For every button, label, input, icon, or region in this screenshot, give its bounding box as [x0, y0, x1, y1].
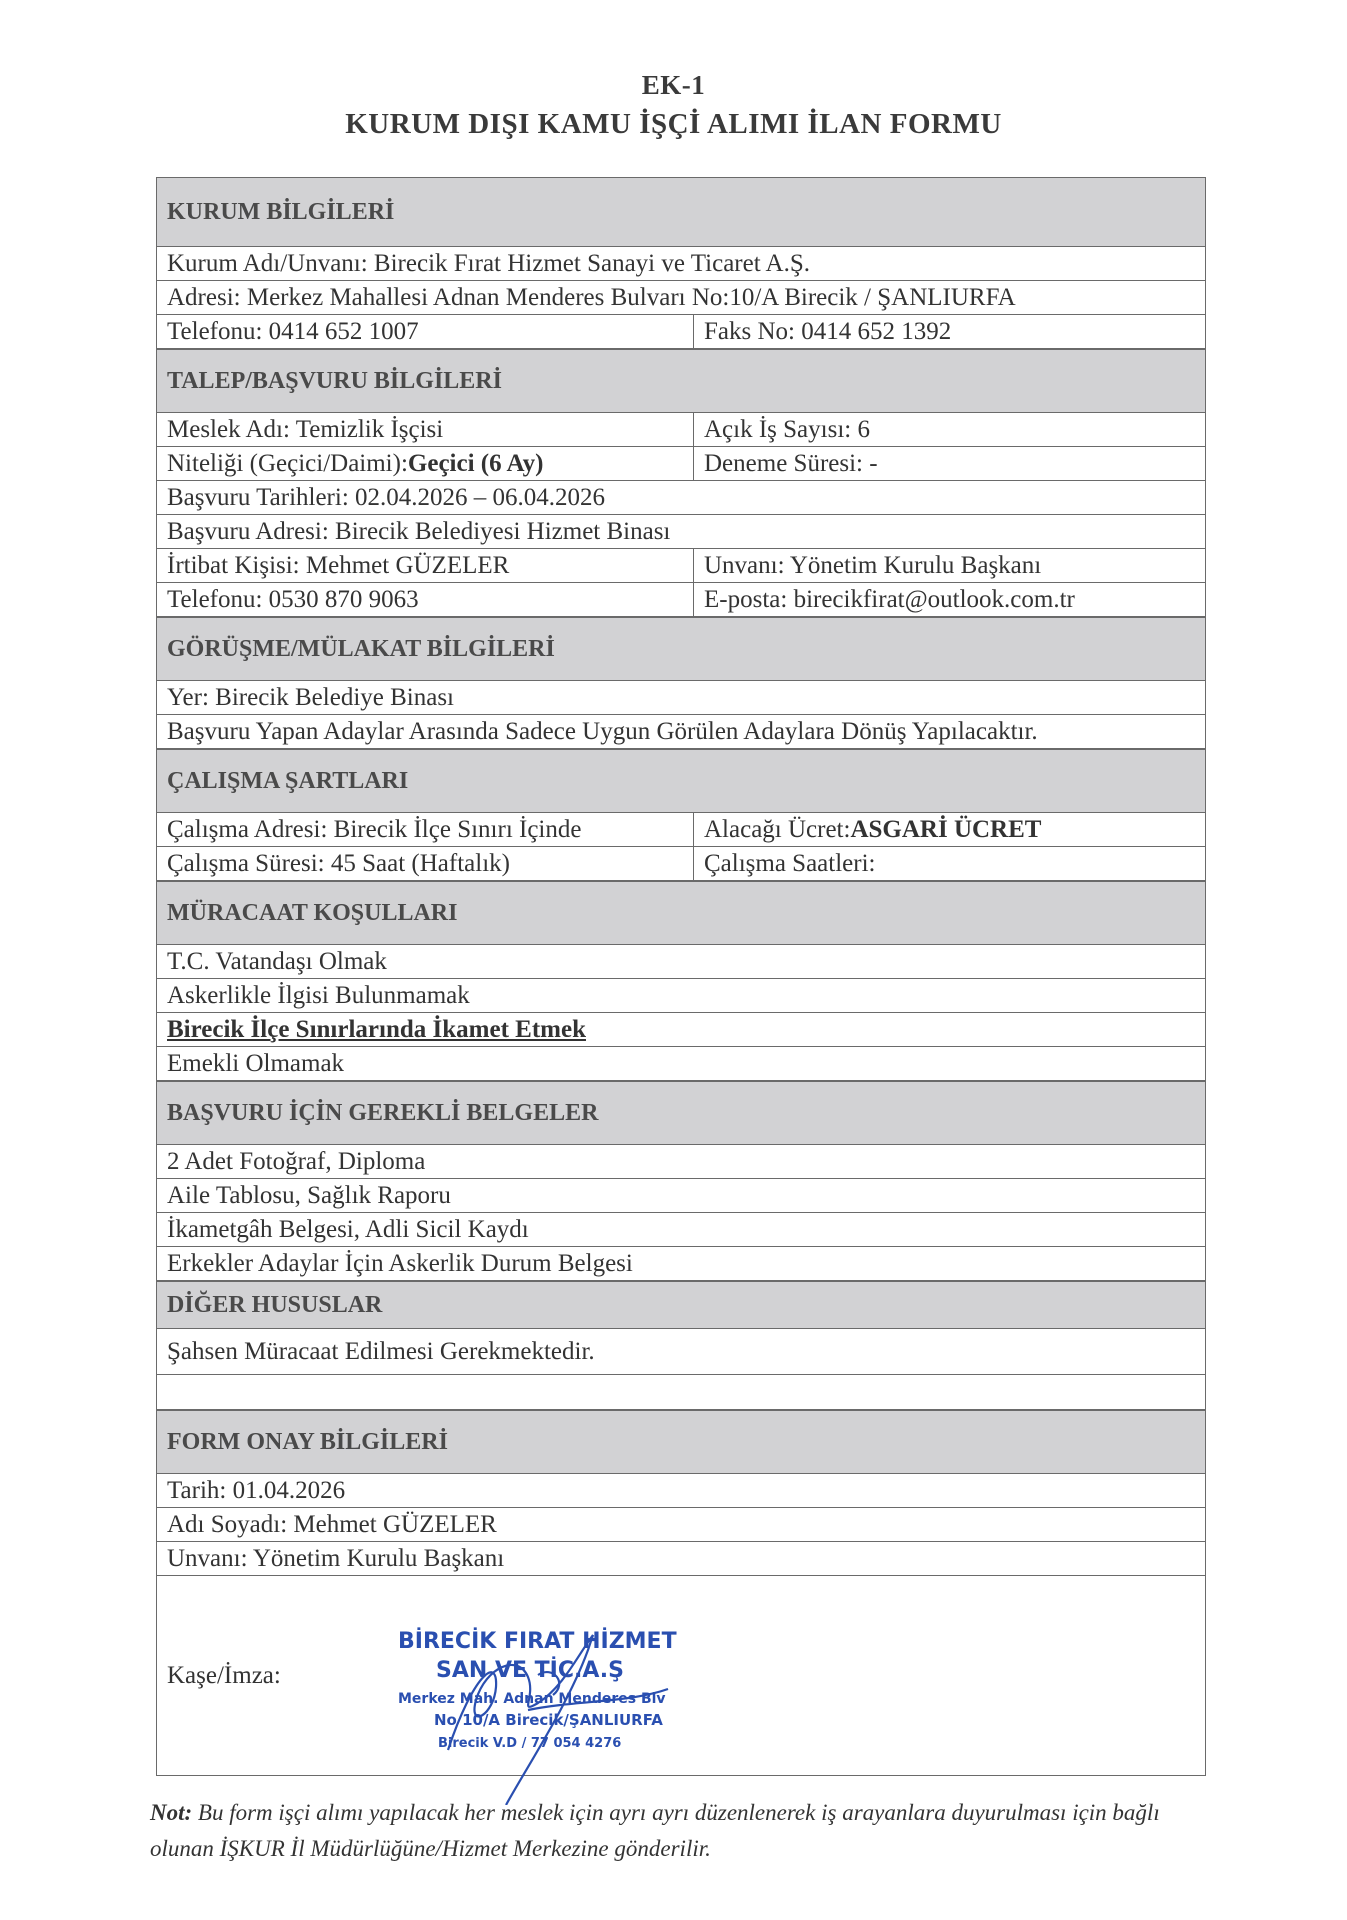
diger-row [157, 1329, 1205, 1375]
niteligi-label: Niteliği (Geçici/Daimi): [167, 449, 408, 477]
gorusme-yer: Yer: Birecik Belediye Binası [167, 683, 454, 711]
onay-unvan-row [157, 1542, 1205, 1576]
belge-item-text: Aile Tablosu, Sağlık Raporu [167, 1181, 451, 1209]
stamp-line-4: No 10/A Birecik/ŞANLIURFA [434, 1711, 663, 1729]
footer-note-text: Bu form işçi alımı yapılacak her meslek için ayrı ayrı düzenlenerek iş arayanlara duyurulması için bağlı olunan İŞKUR İl Müdürlüğüne/Hizmet Merkezine gönderilir. [150, 1800, 1160, 1861]
basvuru-adresi: Başvuru Adresi: Birecik Belediyesi Hizmet Binası [167, 517, 671, 545]
gorusme-not: Başvuru Yapan Adaylar Arasında Sadece Uygun Görülen Adaylara Dönüş Yapılacaktır. [167, 717, 1038, 745]
empty-row [157, 1375, 1205, 1410]
belge-item [157, 1247, 1205, 1281]
talep-iletisim-row [157, 583, 1205, 617]
muracaat-item [157, 945, 1205, 979]
section-header-calisma: ÇALIŞMA ŞARTLARI [157, 749, 1205, 813]
muracaat-item [157, 1047, 1205, 1081]
talep-nitelik-row [157, 447, 1205, 481]
deneme-suresi: Deneme Süresi: - [704, 449, 878, 477]
form-annex-label: EK-1 [641, 70, 706, 100]
gorusme-not-row [157, 715, 1205, 749]
kurum-adres-row [157, 281, 1205, 315]
muracaat-item-text: Emekli Olmamak [167, 1049, 345, 1077]
talep-eposta: E-posta: birecikfirat@outlook.com.tr [704, 585, 1075, 613]
muracaat-item-text: T.C. Vatandaşı Olmak [167, 947, 387, 975]
form-upper-block [156, 177, 1206, 1776]
belge-item [157, 1179, 1205, 1213]
kurum-iletisim-row [157, 315, 1205, 349]
section-header-onay: FORM ONAY BİLGİLERİ [157, 1410, 1205, 1474]
onay-adi-row [157, 1508, 1205, 1542]
section-header-kurum: KURUM BİLGİLERİ [157, 177, 1205, 247]
onay-tarih: Tarih: 01.04.2026 [167, 1476, 346, 1504]
section-header-diger: DİĞER HUSUSLAR [157, 1281, 1205, 1329]
muracaat-item [157, 979, 1205, 1013]
section-header-muracaat: MÜRACAAT KOŞULLARI [157, 881, 1205, 945]
kurum-faks: Faks No: 0414 652 1392 [704, 317, 952, 345]
stamp-line-2: SAN VE TİC.A.Ş [436, 1658, 624, 1683]
footer-note-label: Not: [150, 1800, 193, 1825]
kurum-adres: Adresi: Merkez Mahallesi Adnan Menderes Bulvarı No:10/A Birecik / ŞANLIURFA [167, 283, 1016, 311]
talep-telefon: Telefonu: 0530 870 9063 [157, 583, 694, 616]
gorusme-yer-row [157, 681, 1205, 715]
kurum-telefon: Telefonu: 0414 652 1007 [157, 315, 694, 348]
calisma-adres-row [157, 813, 1205, 847]
belge-item-text: 2 Adet Fotoğraf, Diploma [167, 1147, 426, 1175]
stamp-line-5: Birecik V.D / 77 054 4276 [438, 1736, 622, 1751]
calisma-saatleri: Çalışma Saatleri: [704, 849, 876, 877]
muracaat-item-text: Birecik İlçe Sınırlarında İkamet Etmek [167, 1015, 586, 1043]
section-header-talep: TALEP/BAŞVURU BİLGİLERİ [157, 349, 1205, 413]
onay-tarih-row [157, 1474, 1205, 1508]
section-header-belgeler: BAŞVURU İÇİN GEREKLİ BELGELER [157, 1081, 1205, 1145]
muracaat-item [157, 1013, 1205, 1047]
company-stamp-and-signature [378, 1615, 738, 1805]
stamp-line-1: BİRECİK FIRAT HİZMET [398, 1629, 677, 1654]
belge-item [157, 1145, 1205, 1179]
calisma-suresi: Çalışma Süresi: 45 Saat (Haftalık) [157, 847, 694, 880]
alacagi-ucret [694, 813, 1051, 846]
basvuru-tarihleri: Başvuru Tarihleri: 02.04.2026 – 06.04.2026 [167, 483, 606, 511]
irtibat-row [157, 549, 1205, 583]
onay-unvani: Unvanı: Yönetim Kurulu Başkanı [167, 1544, 505, 1572]
muracaat-item-text: Askerlikle İlgisi Bulunmamak [167, 981, 470, 1009]
belge-item-text: İkametgâh Belgesi, Adli Sicil Kaydı [167, 1215, 529, 1243]
diger-item: Şahsen Müracaat Edilmesi Gerekmektedir. [167, 1337, 595, 1365]
calisma-adresi: Çalışma Adresi: Birecik İlçe Sınırı İçinde [157, 813, 694, 846]
footer-note [150, 1795, 1210, 1867]
onay-adi-soyadi: Adı Soyadı: Mehmet GÜZELER [167, 1510, 497, 1538]
form-title: KURUM DIŞI KAMU İŞÇİ ALIMI İLAN FORMU [345, 108, 1002, 140]
kurum-adi: Kurum Adı/Unvanı: Birecik Fırat Hizmet Sanayi ve Ticaret A.Ş. [167, 249, 810, 277]
niteligi-value: Geçici (6 Ay) [407, 449, 544, 477]
section-header-gorusme: GÖRÜŞME/MÜLAKAT BİLGİLERİ [157, 617, 1205, 681]
ucret-value: ASGARİ ÜCRET [850, 815, 1042, 843]
belge-item [157, 1213, 1205, 1247]
calisma-sure-row [157, 847, 1205, 881]
talep-meslek-row [157, 413, 1205, 447]
belge-item-text: Erkekler Adaylar İçin Askerlik Durum Belgesi [167, 1249, 633, 1277]
irtibat-unvani: Unvanı: Yönetim Kurulu Başkanı [704, 551, 1042, 579]
meslek-adi: Meslek Adı: Temizlik İşçisi [157, 413, 694, 446]
stamp-line-3: Merkez Mah. Adnan Menderes Blv [398, 1691, 666, 1707]
acik-is-sayisi: Açık İş Sayısı: 6 [704, 415, 870, 443]
kurum-adi-row [157, 247, 1205, 281]
kase-imza-label: Kaşe/İmza: [167, 1661, 281, 1689]
basvuru-adresi-row [157, 515, 1205, 549]
ucret-label: Alacağı Ücret: [704, 815, 851, 843]
basvuru-tarihleri-row [157, 481, 1205, 515]
irtibat-kisisi: İrtibat Kişisi: Mehmet GÜZELER [157, 549, 694, 582]
niteligi [157, 447, 694, 480]
